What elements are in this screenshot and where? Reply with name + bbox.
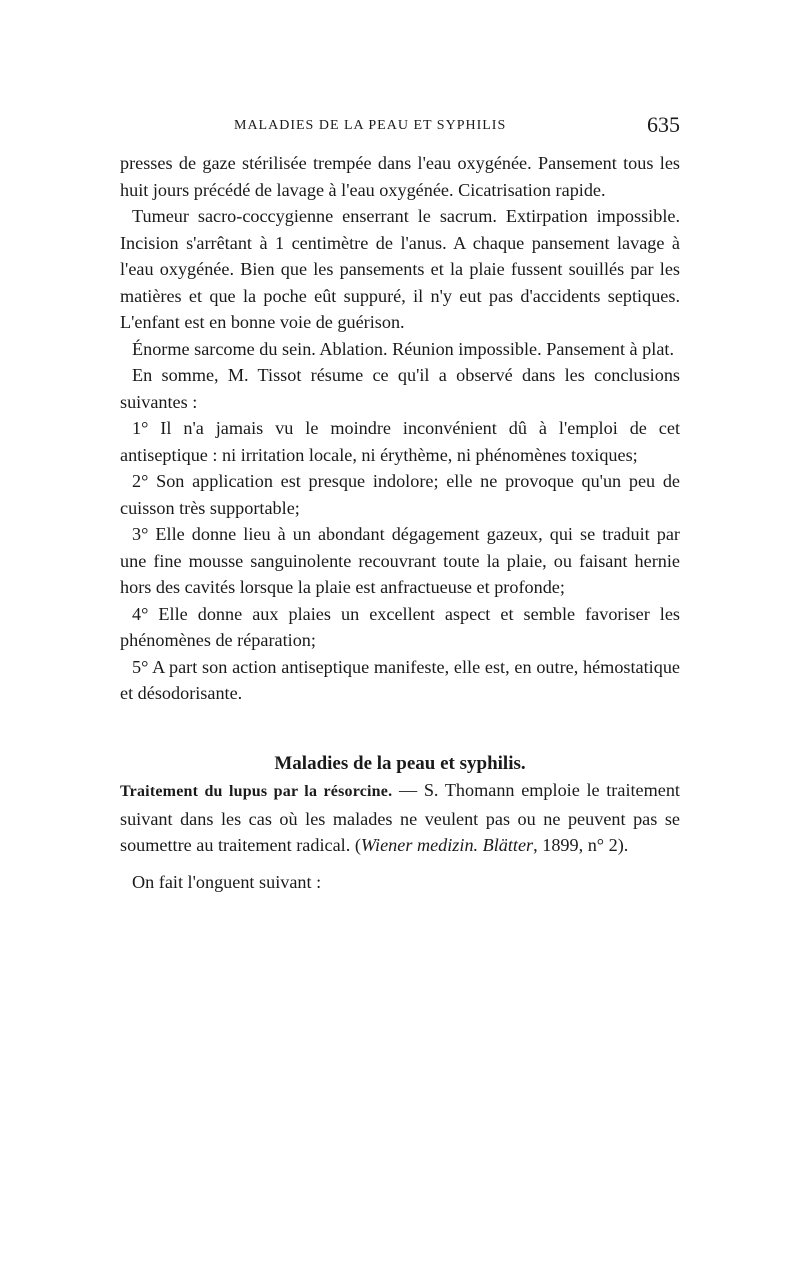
article-source: Wiener medizin. Blätter xyxy=(360,835,534,855)
paragraph-tumeur: Tumeur sacro-coccygienne enserrant le sacrum. Extirpation impossible. Incision s'arrêtant à 1 centimètre de l'anus. A chaque pansement lavage à l'eau oxygénée. Bien que les pansements et la plaie fussent souillés par les matières et que la poche eût suppuré, il n'y eut pas d'accidents septiques. L'enfant est en bonne voie de guérison. xyxy=(120,206,680,332)
paragraph-sarcome: Énorme sarcome du sein. Ablation. Réunion impossible. Pansement à plat. xyxy=(132,338,674,359)
conclusion-4: 4° Elle donne aux plaies un excellent aspect et semble favoriser les phénomènes de réparation; xyxy=(120,603,680,650)
book-page xyxy=(120,112,680,895)
section-heading: Maladies de la peau et syphilis. xyxy=(274,752,526,774)
article-citation: , 1899, n° 2). xyxy=(533,835,629,855)
page-header xyxy=(120,112,680,144)
conclusion-2: 2° Son application est presque indolore; elle ne provoque qu'un peu de cuisson très supportable; xyxy=(120,471,680,518)
running-head: MALADIES DE LA PEAU ET SYPHILIS xyxy=(234,118,507,133)
paragraph-continuation: presses de gaze stérilisée trempée dans l'eau oxygénée. Pansement tous les huit jours précédé de lavage à l'eau oxygénée. Cicatrisation rapide. xyxy=(120,153,680,200)
article-title: Traitement du lupus par la résorcine. xyxy=(120,783,393,800)
page-number: 635 xyxy=(647,112,680,137)
conclusion-1: 1° Il n'a jamais vu le moindre inconvénient dû à l'emploi de cet antiseptique : ni irritation locale, ni érythème, ni phénomènes toxiques; xyxy=(120,418,680,465)
article-text: S. Thomann emploie le traitement suivant dans les cas où les malades ne veulent pas ou ne peuvent pas se soumettre au traitement radical. ( xyxy=(120,780,680,855)
paragraph-en-somme: En somme, M. Tissot résume ce qu'il a observé dans les conclusions suivantes : xyxy=(120,365,680,412)
conclusion-5: 5° A part son action antiseptique manifeste, elle est, en outre, hémostatique et désodorisante. xyxy=(120,656,680,703)
article-paragraph xyxy=(120,777,680,859)
body-text xyxy=(120,150,680,895)
article-dash: — xyxy=(392,780,424,800)
conclusion-3: 3° Elle donne lieu à un abondant dégagement gazeux, qui se traduit par une fine mousse sanguinolente recouvrant toute la plaie, ou faisant hernie hors des cavités lorsque la plaie est anfractueuse et profonde; xyxy=(120,524,680,597)
paragraph-onguent: On fait l'onguent suivant : xyxy=(132,871,322,892)
